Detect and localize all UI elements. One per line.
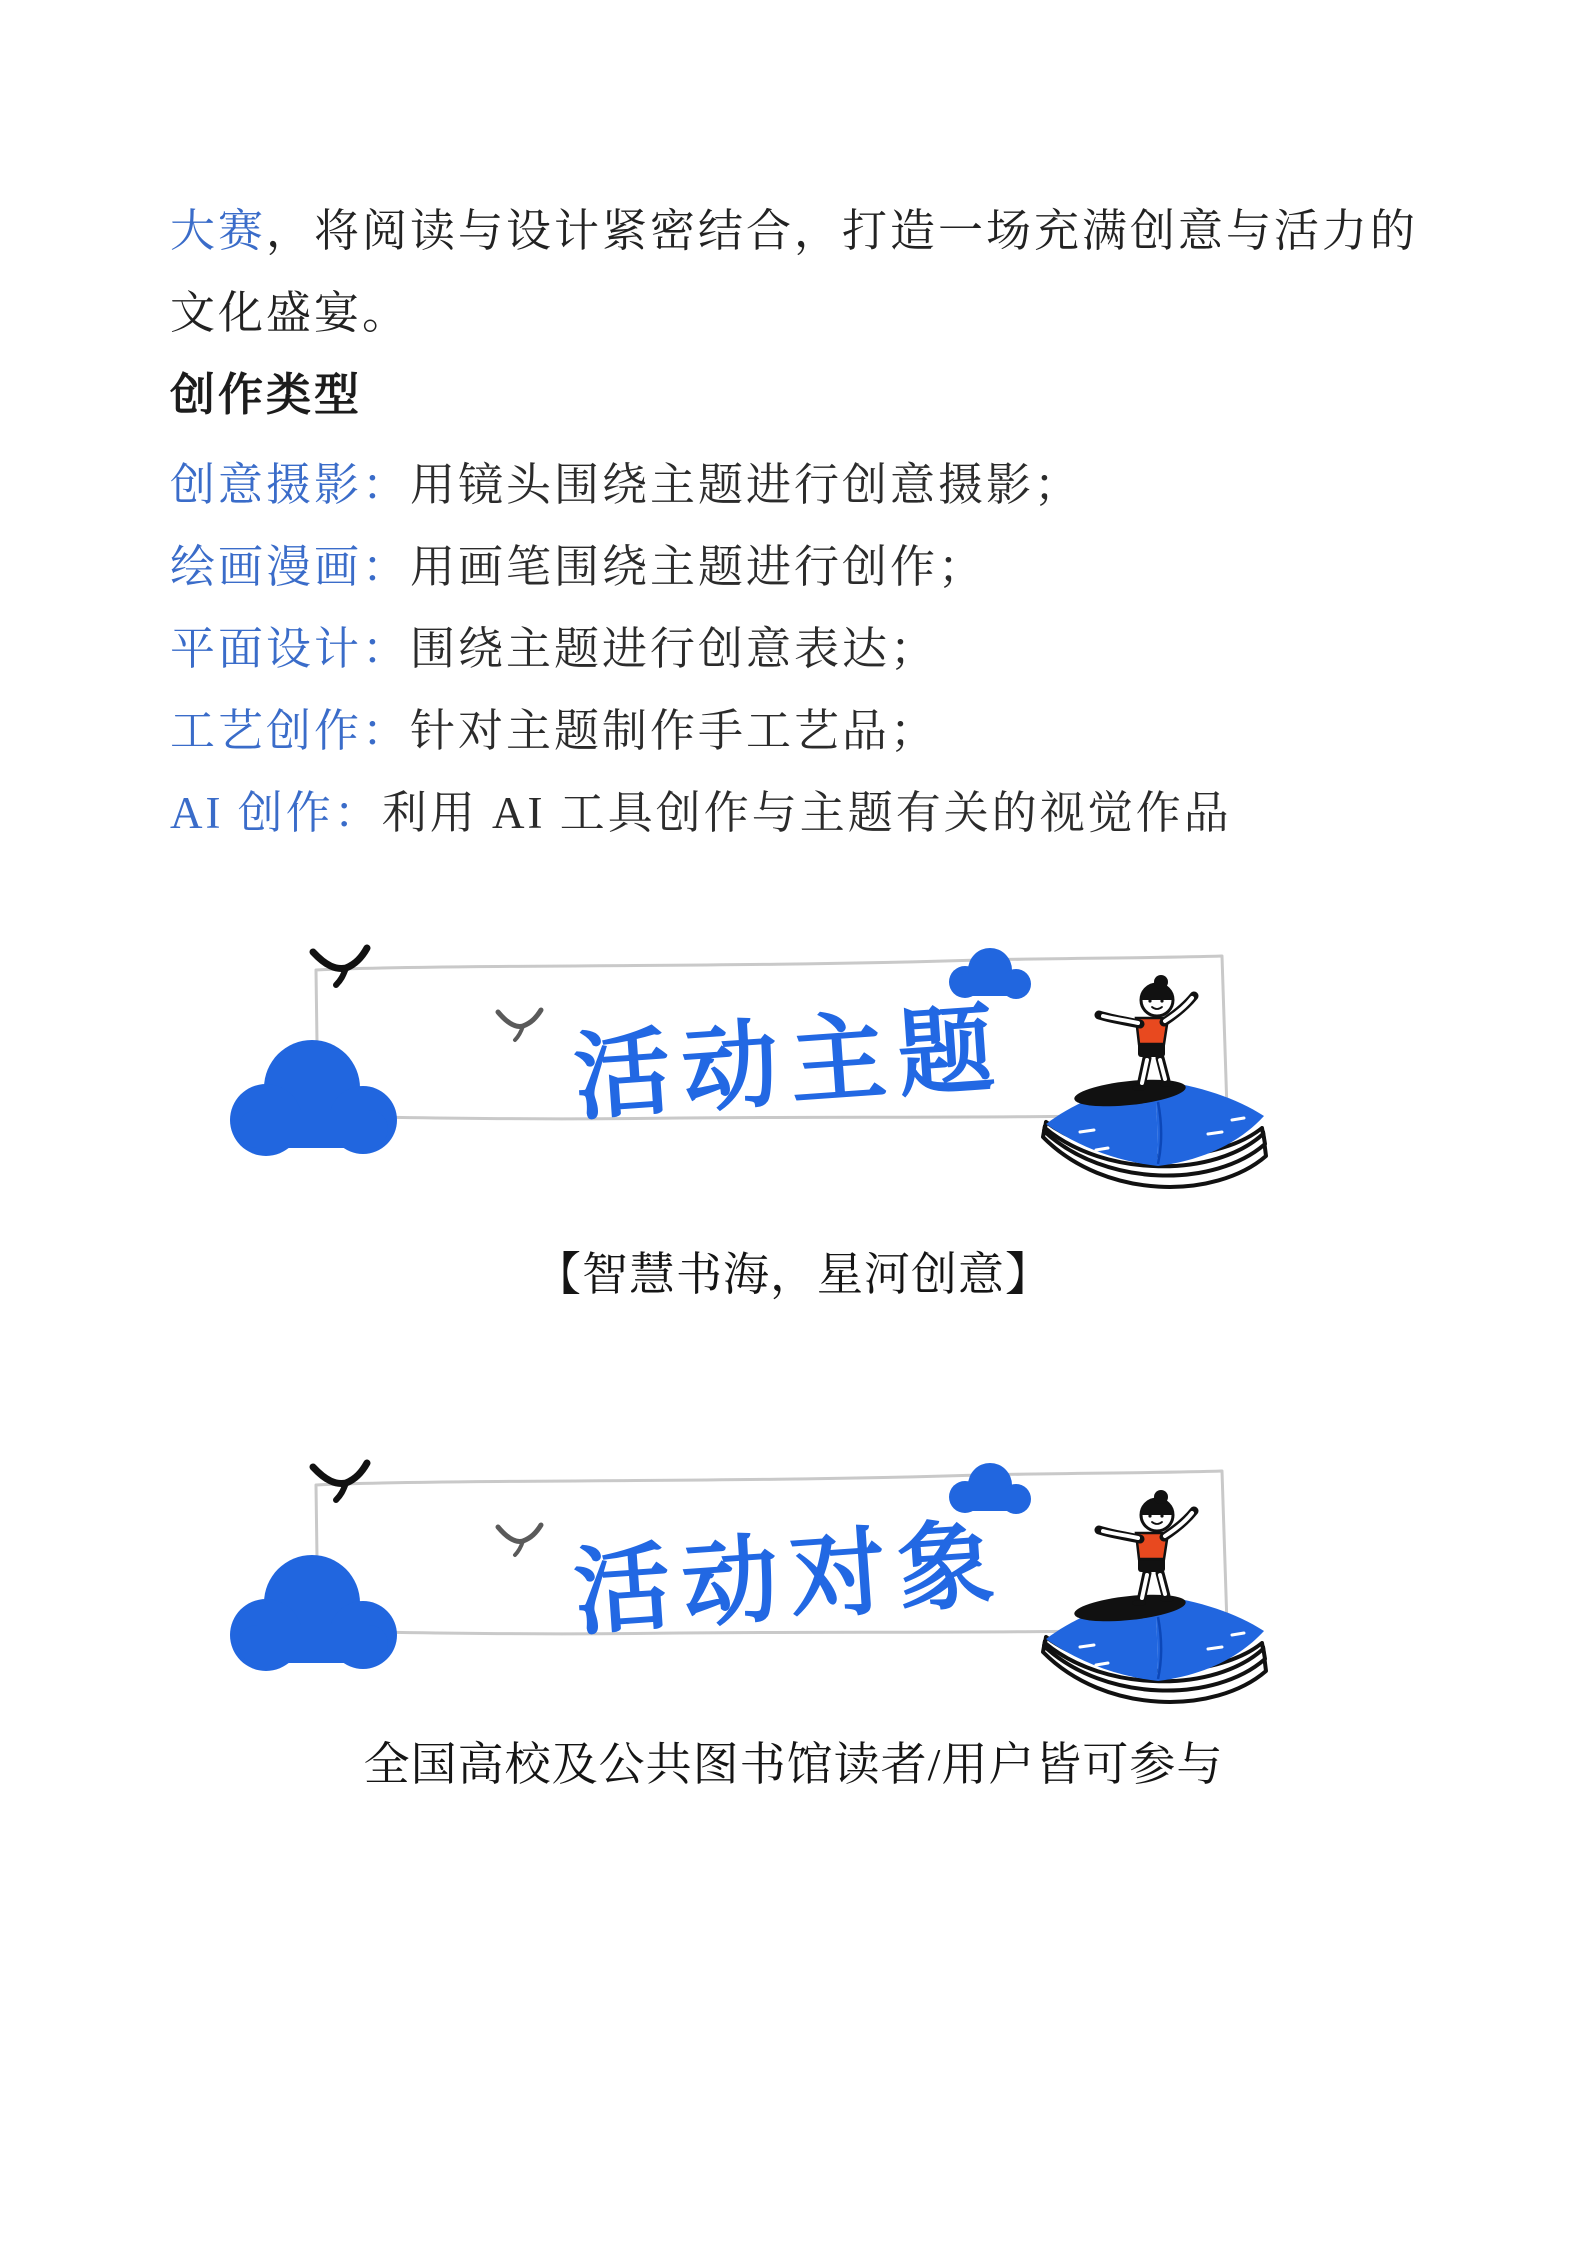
item-label: 工艺创作： xyxy=(170,706,411,756)
item-label: 创意摄影： xyxy=(170,460,411,510)
banner-title-audience: 活动对象 xyxy=(570,1510,1010,1647)
list-item xyxy=(170,444,1417,526)
intro-line-2: 文化盛宴。 xyxy=(170,288,411,338)
caption-theme: 【智慧书海，星河创意】 xyxy=(535,1249,1052,1300)
intro-highlight: 大赛 xyxy=(170,206,267,256)
banner-activity-theme xyxy=(200,930,1280,1195)
list-item xyxy=(170,772,1417,854)
banner-title-theme: 活动主题 xyxy=(570,995,1010,1132)
item-label: 绘画漫画： xyxy=(170,542,411,592)
item-text: 利用 AI 工具创作与主题有关的视觉作品 xyxy=(381,788,1232,838)
section-heading: 创作类型 xyxy=(170,370,363,420)
body-text-block xyxy=(0,190,1587,854)
creation-type-list xyxy=(170,444,1417,854)
banner-activity-audience xyxy=(200,1445,1280,1710)
intro-paragraph xyxy=(170,190,1417,354)
intro-line-1 xyxy=(170,190,1417,272)
intro-line-1-rest: ，将阅读与设计紧密结合，打造一场充满创意与活力的 xyxy=(266,206,1419,256)
list-item xyxy=(170,608,1417,690)
caption-audience: 全国高校及公共图书馆读者/用户皆可参与 xyxy=(363,1739,1224,1790)
item-label: 平面设计： xyxy=(170,624,411,674)
list-item xyxy=(170,690,1417,772)
item-text: 围绕主题进行创意表达； xyxy=(410,624,939,674)
list-item xyxy=(170,526,1417,608)
item-label: AI 创作： xyxy=(170,788,382,838)
item-text: 用镜头围绕主题进行创意摄影； xyxy=(410,460,1083,510)
item-text: 针对主题制作手工艺品； xyxy=(410,706,939,756)
item-text: 用画笔围绕主题进行创作； xyxy=(410,542,987,592)
